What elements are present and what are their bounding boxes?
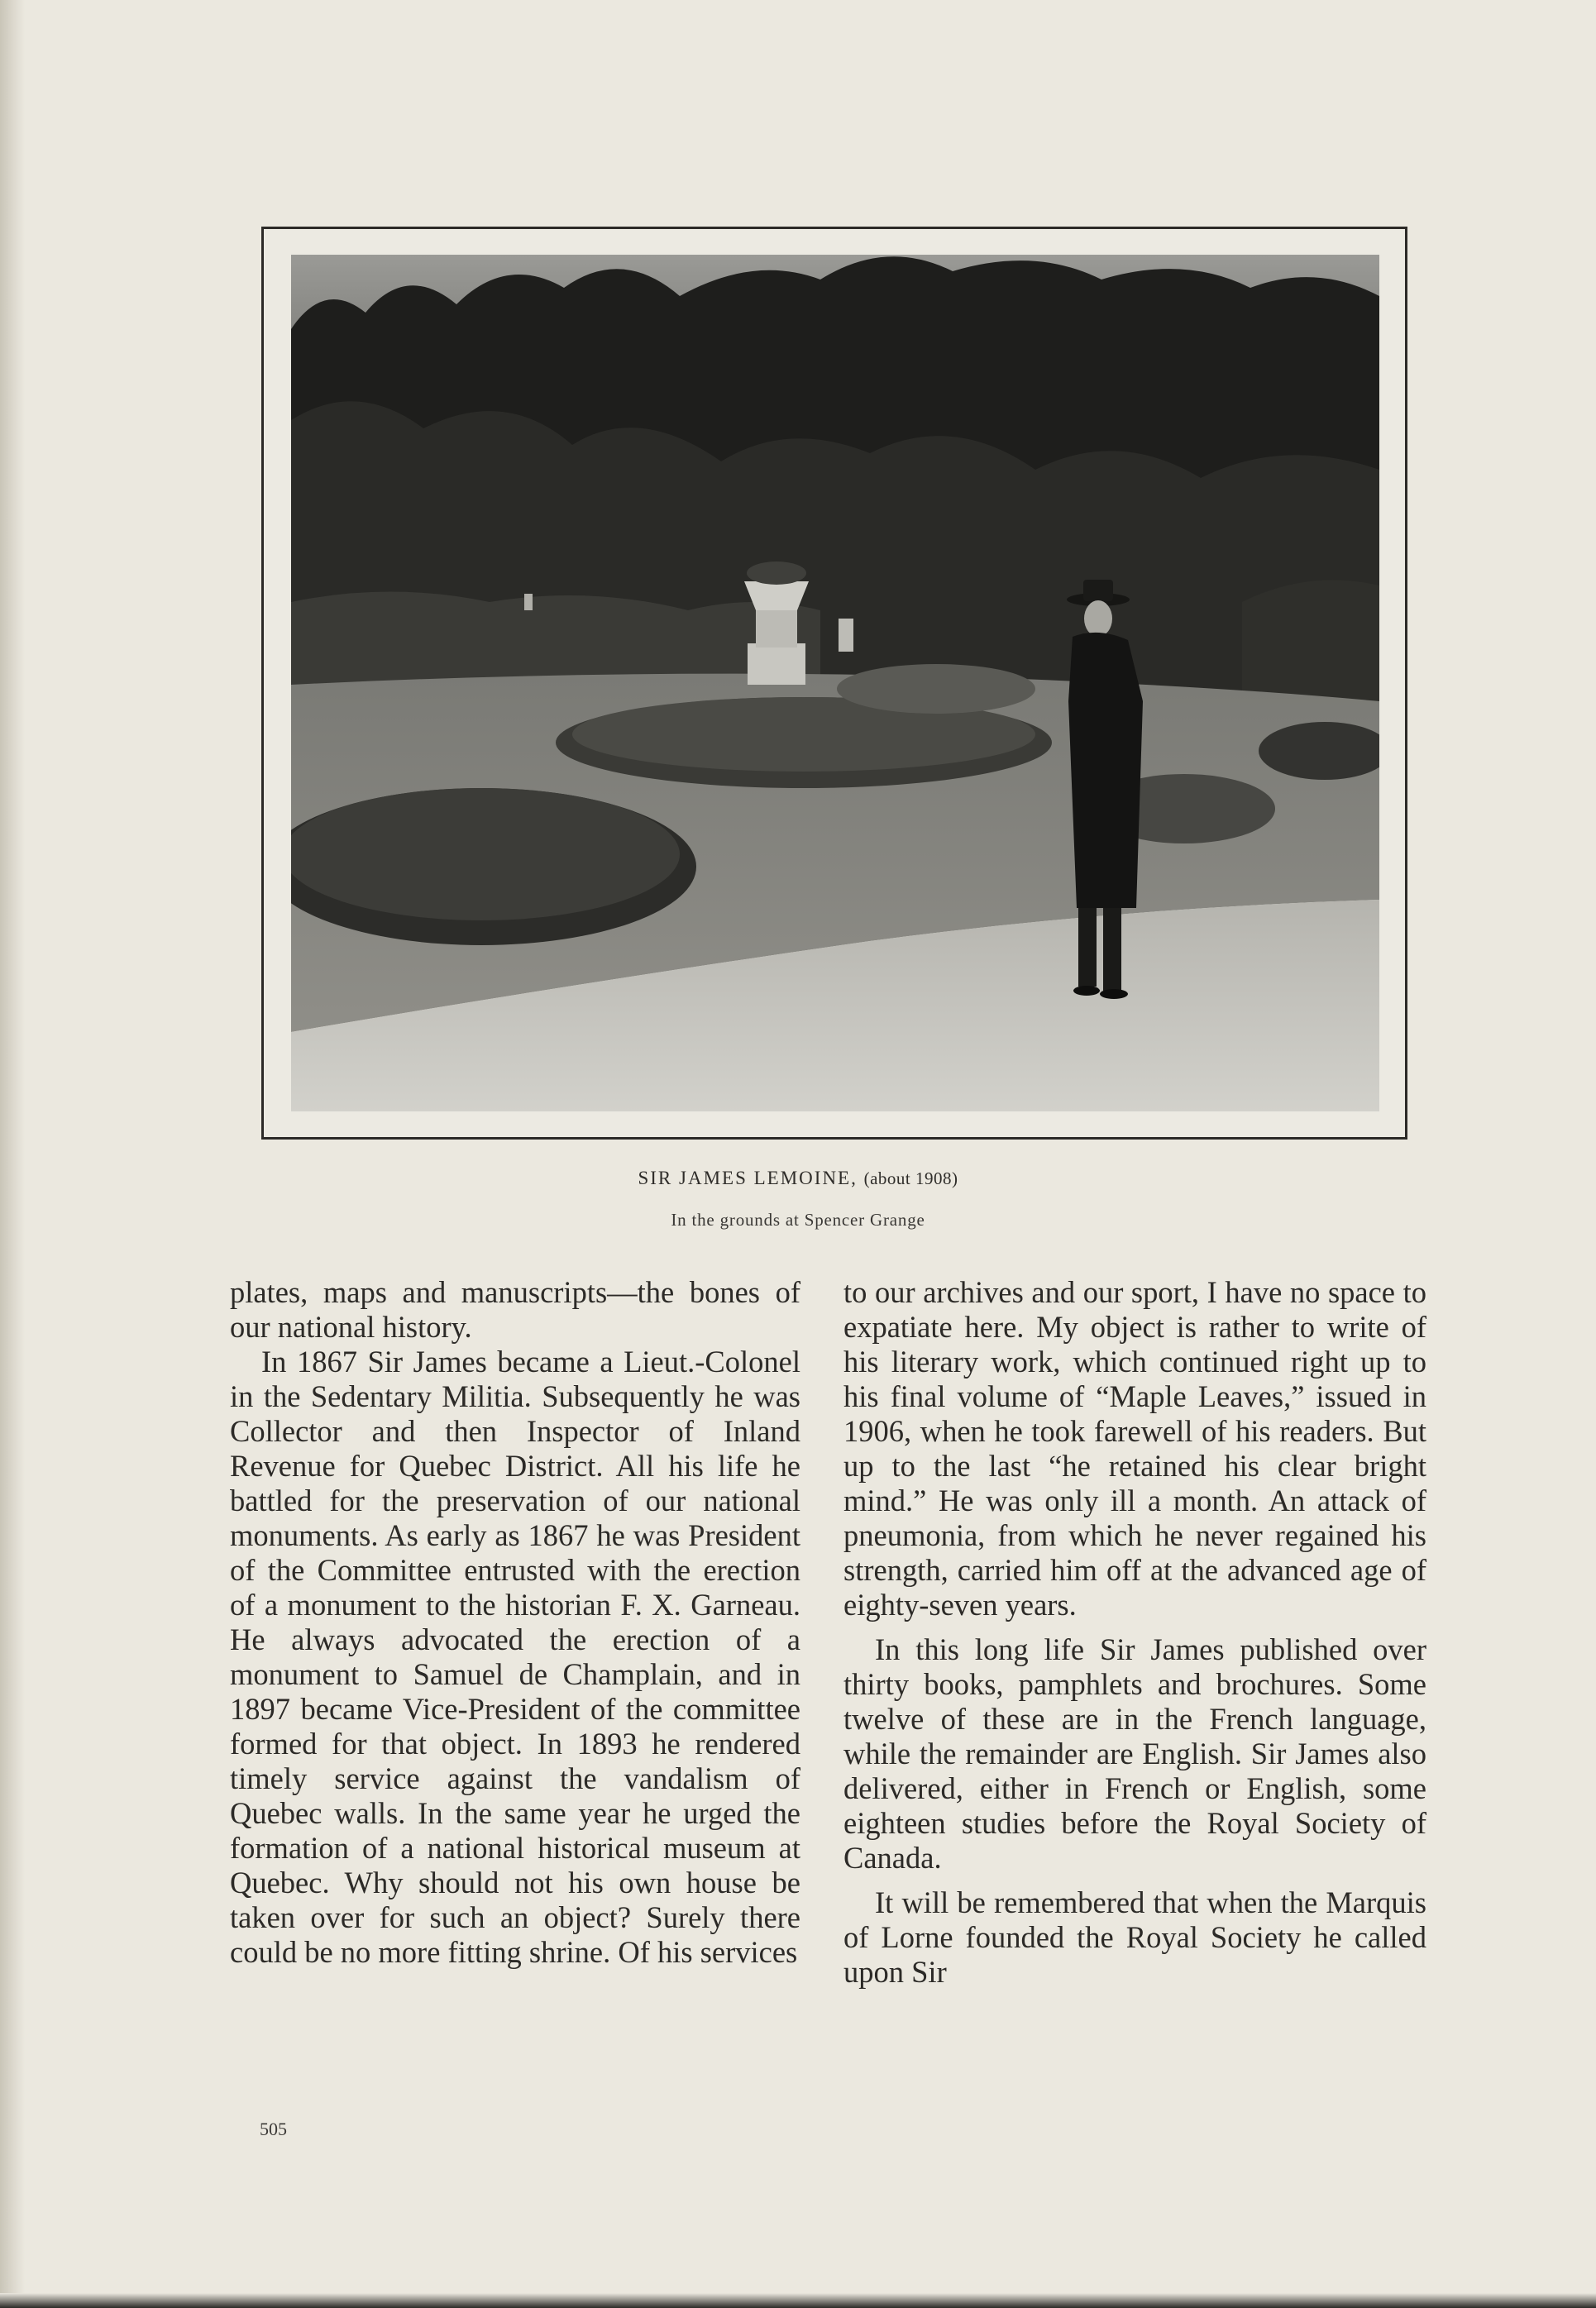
photo-caption-title [0,1168,1596,1189]
right-text-column [843,1275,1426,1990]
page-bottom-edge [0,2293,1596,2308]
right-paragraph-2: In this long life Sir James published over thirty books, pamphlets and brochures. Some twelve of these are in the French language, while the remainder are English. Sir James also delivered, either in French or English, some eighteen studies before the Royal Society of Canada. [843,1632,1426,1875]
garden-photograph [291,255,1379,1111]
caption-name: SIR JAMES LEMOINE, [638,1168,858,1188]
left-paragraph-1: plates, maps and manuscripts—the bones of our national history. [230,1275,800,1344]
page-number: 505 [260,2119,287,2139]
right-paragraph-1: to our archives and our sport, I have no space to expatiate here. My object is rather to write of his literary work, which continued right up to his final volume of “Maple Leaves,” issued in 1906, when he took farewell of his readers. But up to the last “he retained his clear bright mind.” He was only ill a month. An attack of pneumonia, from which he never regained his strength, carried him off at the advanced age of eighty-seven years. [843,1275,1426,1622]
garden-photograph-icon [291,255,1379,1111]
right-paragraph-3: It will be remembered that when the Marquis of Lorne founded the Royal Society he called upon Sir [843,1885,1426,1989]
left-text-column [230,1275,800,1970]
caption-date: (about 1908) [863,1168,958,1188]
photo-caption-subtitle: In the grounds at Spencer Grange [671,1210,925,1230]
left-paragraph-2: In 1867 Sir James became a Lieut.-Colonel in the Sedentary Militia. Subsequently he was Collector and then Inspector of Inland Revenue for Quebec District. All his life he battled for the preservation of our national monuments. As early as 1867 he was President of the Committee entrusted with the erection of a monument to the historian F. X. Garneau. He always advocated the erection of a monument to Samuel de Champlain, and in 1897 became Vice-President of the committee formed for that object. In 1893 he rendered timely service against the vandalism of Quebec walls. In the same year he urged the formation of a national historical museum at Quebec. Why should not his own house be taken over for such an object? Surely there could be no more fitting shrine. Of his services [230,1345,800,1969]
book-spine-shadow [0,0,25,2308]
